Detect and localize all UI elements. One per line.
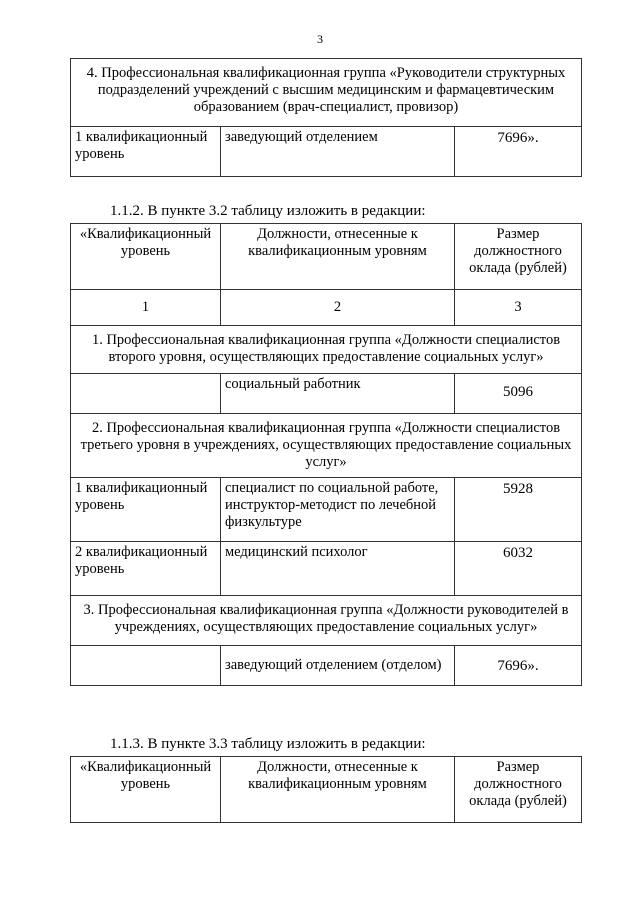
header-salary: Размер должностного оклада (рублей) [455, 757, 582, 823]
level-cell: 1 квалификационный уровень [71, 127, 221, 177]
position-cell: специалист по социальной работе, инструктор-методист по лечебной физкультуре [221, 478, 455, 542]
page-number: 3 [317, 32, 323, 46]
column-number-row [71, 290, 582, 326]
group-title: 4. Профессиональная квалификационная группа «Руководители структурных подразделений учреждений с высшим медицинским и фармацевтическим образованием (врач-специалист, провизор) [71, 59, 582, 127]
salary-value: 6032 [503, 545, 533, 561]
section-caption-1-1-3: 1.1.3. В пункте 3.3 таблицу изложить в редакции: [110, 736, 426, 752]
header-position: Должности, отнесенные к квалификационным уровням [221, 224, 455, 290]
level-cell [71, 374, 221, 414]
salary-table-group-4 [70, 58, 582, 177]
group-header-row [71, 326, 582, 374]
header-position: Должности, отнесенные к квалификационным уровням [221, 757, 455, 823]
col-number-2: 2 [221, 290, 455, 326]
header-row [71, 224, 582, 290]
salary-cell [455, 542, 582, 596]
table-row [71, 542, 582, 596]
header-row [71, 757, 582, 823]
group-header-row [71, 59, 582, 127]
group-title-1: 1. Профессиональная квалификационная группа «Должности специалистов второго уровня, осуществляющих предоставление социальных услуг» [71, 326, 582, 374]
position-cell: заведующий отделением (отделом) [221, 646, 455, 686]
group-header-row [71, 596, 582, 646]
position-cell: социальный работник [221, 374, 455, 414]
salary-value: 7696». [497, 657, 539, 674]
salary-cell [455, 374, 582, 414]
section-caption-1-1-2: 1.1.2. В пункте 3.2 таблицу изложить в редакции: [110, 203, 426, 219]
col-number-1: 1 [71, 290, 221, 326]
col-number-3: 3 [455, 290, 582, 326]
table-row [71, 478, 582, 542]
salary-cell [455, 646, 582, 686]
salary-value: 5096 [503, 384, 533, 400]
header-salary: Размер должностного оклада (рублей) [455, 224, 582, 290]
header-level: «Квалификационный уровень [71, 757, 221, 823]
table-row [71, 646, 582, 686]
table-row [71, 374, 582, 414]
group-title-3: 3. Профессиональная квалификационная группа «Должности руководителей в учреждениях, осуществляющих предоставление социальных услуг» [71, 596, 582, 646]
level-cell: 1 квалификационный уровень [71, 478, 221, 542]
position-cell: медицинский психолог [221, 542, 455, 596]
salary-table-3-2 [70, 223, 582, 686]
salary-cell [455, 478, 582, 542]
salary-table-3-3 [70, 756, 582, 823]
salary-cell [455, 127, 582, 177]
salary-value: 5928 [503, 481, 533, 497]
table-row [71, 127, 582, 177]
salary-value: 7696». [497, 130, 539, 146]
position-cell: заведующий отделением [221, 127, 455, 177]
level-cell: 2 квалификационный уровень [71, 542, 221, 596]
header-level: «Квалификационный уровень [71, 224, 221, 290]
group-header-row [71, 414, 582, 478]
group-title-2: 2. Профессиональная квалификационная группа «Должности специалистов третьего уровня в учреждениях, осуществляющих предоставление социальных услуг» [71, 414, 582, 478]
level-cell [71, 646, 221, 686]
